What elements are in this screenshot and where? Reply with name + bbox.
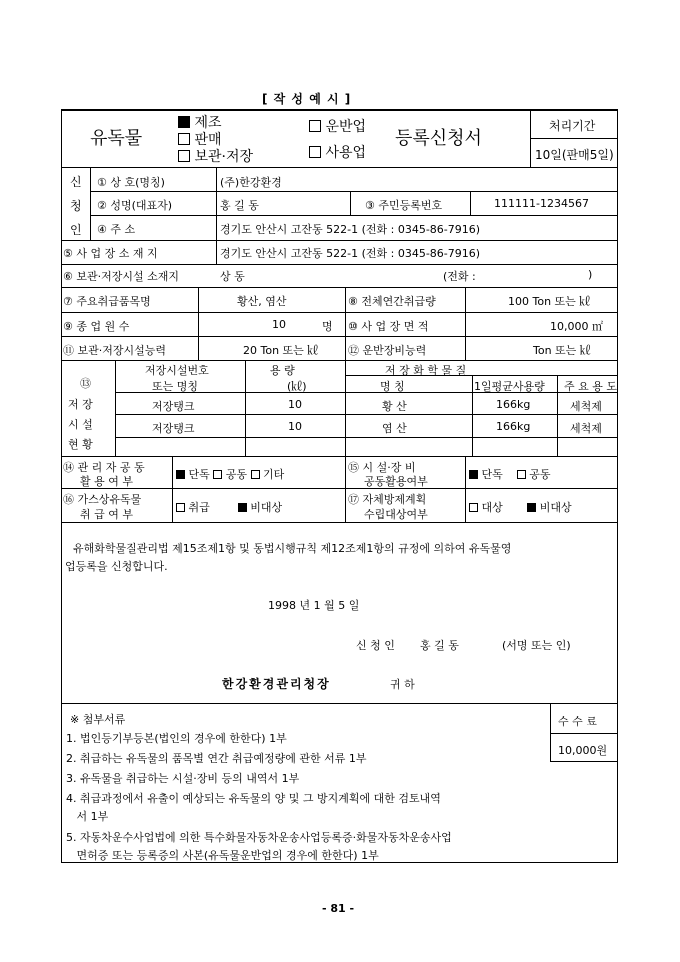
applicant-side-3: 인	[70, 223, 82, 237]
processing-label: 처리기간	[549, 119, 596, 133]
attachment-item: 서 1부	[66, 810, 109, 823]
applicant-sign-name: 홍 길 동	[420, 639, 459, 652]
area-label: ⑩ 사 업 장 면 적	[348, 320, 429, 333]
rep-label: ② 성명(대표자)	[97, 199, 173, 212]
addr-value[interactable]: 경기도 안산시 고잔동 522-1 (전화 : 0345-86-7916)	[220, 223, 481, 236]
page-number: - 81 -	[322, 902, 355, 915]
plan-label-1: ⑰ 자체방제계획	[348, 493, 427, 506]
checked-box-icon	[178, 116, 190, 128]
type-use: 사용업	[309, 142, 366, 162]
row-use[interactable]: 세척제	[570, 422, 602, 435]
storage-site-phone-label: (전화 :	[443, 270, 476, 283]
gas-label-1: ⑯ 가스상유독물	[63, 493, 142, 506]
id-value[interactable]: 111111-1234567	[494, 197, 589, 210]
rep-value[interactable]: 홍 길 동	[220, 199, 259, 212]
storage-site-phone-close: )	[588, 268, 593, 281]
col-daily: 1일평균사용량	[474, 380, 545, 393]
mgr-label-1: ⑭ 관 리 자 공 동	[63, 461, 145, 474]
attachment-item: 5. 자동차운수사업법에 의한 특수화물자동차운송사업등록증·화물자동차운송사업	[66, 831, 452, 844]
storage-site-value[interactable]: 상 동	[220, 270, 245, 283]
storage-site-label: ⑥ 보관·저장시설 소재지	[63, 270, 179, 283]
id-label: ③ 주민등록번호	[365, 199, 443, 212]
fac-label-2: 공동활용여부	[364, 475, 428, 488]
attachment-item: 3. 유독물을 취급하는 시설·장비 등의 내역서 1부	[66, 772, 300, 785]
type-transport: 운반업	[309, 116, 366, 136]
attachment-item: 2. 취급하는 유독물의 품목별 연간 취급예정량에 관한 서류 1부	[66, 752, 367, 765]
attachments-header: ※ 첨부서류	[70, 713, 126, 726]
plan-label-2: 수립대상여부	[364, 508, 428, 521]
row-chem-name[interactable]: 염 산	[382, 422, 407, 435]
applicant-side-2: 청	[70, 199, 82, 213]
declaration-text-1: 유해화학물질관리법 제15조제1항 및 동법시행규칙 제12조제1항의 규정에 의하여 유독물영	[73, 542, 512, 555]
empty-box-icon	[178, 133, 190, 145]
empty-box-icon	[178, 150, 190, 162]
storage-cap-value[interactable]: 20 Ton 또는 ㎘	[243, 344, 319, 357]
declaration-date: 1998 년 1 월 5 일	[268, 599, 360, 612]
transport-cap-label: ⑫ 운반장비능력	[348, 344, 427, 357]
workers-label: ⑨ 종 업 원 수	[63, 320, 130, 333]
recipient: 한강환경관리청장	[222, 677, 331, 691]
col-capacity-unit: (㎘)	[287, 380, 307, 393]
mgr-label-2: 활 용 여 부	[80, 475, 133, 488]
fac-options: 단독 공동	[469, 466, 551, 482]
example-header: [ 작 성 예 시 ]	[262, 92, 352, 106]
fee-value: 10,000원	[558, 744, 608, 757]
fac-label-1: ⑮ 시 설·장 비	[348, 461, 416, 474]
checked-box-icon[interactable]	[469, 470, 478, 479]
checked-box-icon[interactable]	[238, 503, 247, 512]
declaration-text-2: 업등록을 신청합니다.	[65, 560, 168, 573]
empty-box-icon[interactable]	[176, 503, 185, 512]
checked-box-icon[interactable]	[527, 503, 536, 512]
col-use: 주 요 용 도	[564, 380, 617, 393]
empty-box-icon[interactable]	[213, 470, 222, 479]
attachment-item: 면허증 또는 등록증의 사본(유독물운반업의 경우에 한한다) 1부	[66, 849, 379, 862]
row-daily[interactable]: 166kg	[496, 420, 531, 433]
storage-side-3: 현 황	[68, 438, 93, 451]
title-right: 등록신청서	[395, 128, 482, 149]
site-label: ⑤ 사 업 장 소 재 지	[63, 247, 158, 260]
type-storage: 보관·저장	[178, 146, 253, 166]
area-value[interactable]: 10,000 ㎡	[550, 320, 603, 333]
row-facility[interactable]: 저장탱크	[152, 422, 195, 435]
type-manufacture: 제조	[178, 112, 222, 132]
workers-unit: 명	[322, 320, 333, 333]
transport-cap-value[interactable]: Ton 또는 ㎘	[533, 344, 591, 357]
workers-value[interactable]: 10	[272, 318, 286, 331]
row-facility[interactable]: 저장탱크	[152, 400, 195, 413]
plan-options: 대상 비대상	[469, 499, 572, 515]
attachment-item: 4. 취급과정에서 유출이 예상되는 유독물의 양 및 그 방지계획에 대한 검토내역	[66, 792, 441, 805]
site-value[interactable]: 경기도 안산시 고잔동 522-1 (전화 : 0345-86-7916)	[220, 247, 481, 260]
name-value[interactable]: (주)한강환경	[220, 176, 282, 189]
storage-side-2: 시 설	[68, 418, 93, 431]
attachment-item: 1. 법인등기부등본(법인의 경우에 한한다) 1부	[66, 732, 287, 745]
title-left: 유독물	[90, 128, 143, 149]
empty-box-icon[interactable]	[469, 503, 478, 512]
col-facility2: 또는 명칭	[152, 380, 199, 393]
annual-label: ⑧ 전체연간취급량	[348, 295, 436, 308]
main-items-label: ⑦ 주요취급품목명	[63, 295, 151, 308]
row-use[interactable]: 세척제	[570, 400, 602, 413]
honorific: 귀 하	[390, 678, 415, 691]
processing-value: 10일(판매5일)	[535, 148, 614, 162]
main-items-value[interactable]: 황산, 염산	[237, 295, 287, 308]
type-sales: 판매	[178, 129, 222, 149]
mgr-options: 단독 공동 기타	[176, 466, 284, 482]
col-facility: 저장시설번호	[145, 364, 209, 377]
empty-box-icon	[309, 146, 321, 158]
applicant-side-1: 신	[70, 175, 82, 189]
annual-value[interactable]: 100 Ton 또는 ㎘	[508, 295, 591, 308]
gas-options: 취급 비대상	[176, 499, 282, 515]
fee-label: 수 수 료	[558, 715, 597, 728]
sign-note: (서명 또는 인)	[502, 639, 571, 652]
checked-box-icon[interactable]	[176, 470, 185, 479]
empty-box-icon	[309, 120, 321, 132]
col-name: 명 칭	[380, 380, 405, 393]
row-daily[interactable]: 166kg	[496, 398, 531, 411]
applicant-sign-label: 신 청 인	[356, 639, 395, 652]
storage-cap-label: ⑪ 보관·저장시설능력	[63, 344, 167, 357]
row-capacity[interactable]: 10	[288, 420, 302, 433]
storage-side-num: ⑬	[80, 377, 91, 390]
col-capacity: 용 량	[270, 364, 295, 377]
gas-label-2: 취 급 여 부	[80, 508, 133, 521]
row-chem-name[interactable]: 황 산	[382, 400, 407, 413]
empty-box-icon[interactable]	[517, 470, 526, 479]
addr-label: ④ 주 소	[97, 223, 136, 236]
row-capacity[interactable]: 10	[288, 398, 302, 411]
empty-box-icon[interactable]	[251, 470, 260, 479]
col-chem: 저 장 화 학 물 질	[385, 364, 467, 377]
storage-side-1: 저 장	[68, 398, 93, 411]
name-label: ① 상 호(명칭)	[97, 176, 165, 189]
